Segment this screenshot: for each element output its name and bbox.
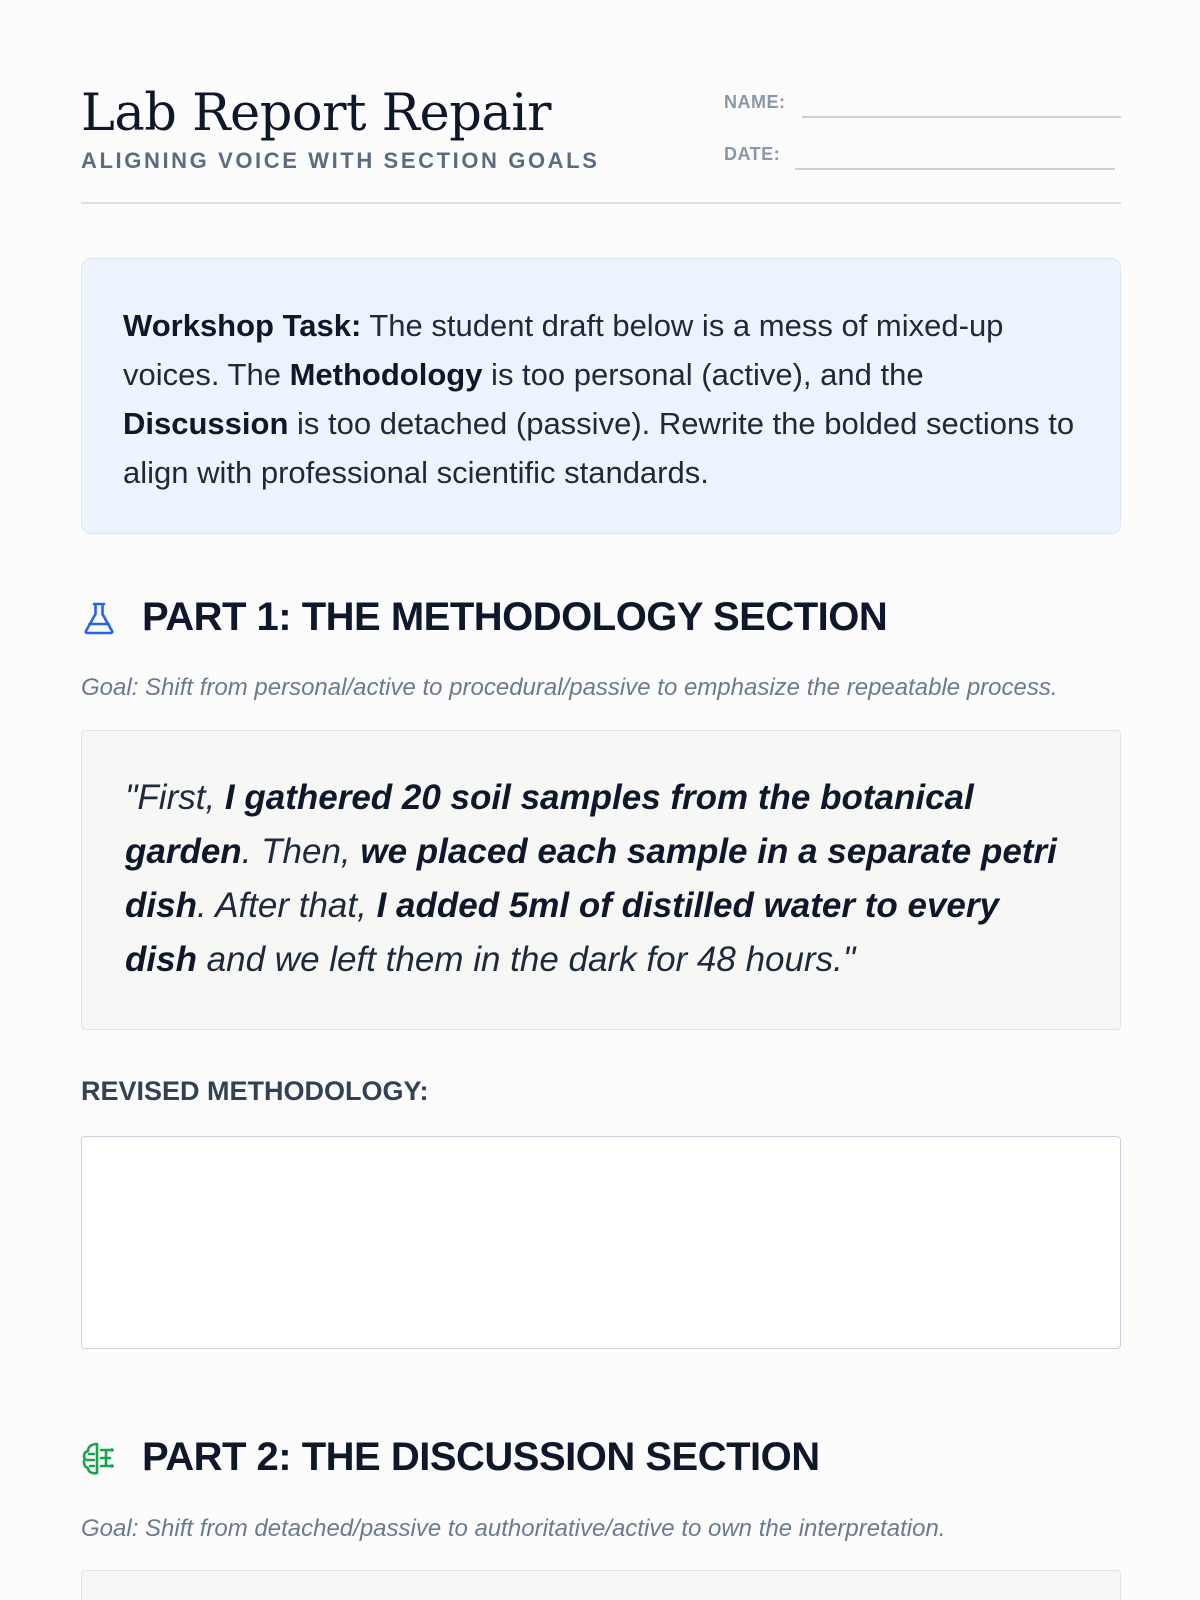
task-text-3: is too detached (passive). Rewrite the bolded sections to align with professional scientific standards. xyxy=(123,406,1075,490)
task-text-1: The student draft below is a mess of mixed-up voices. The xyxy=(123,308,1004,392)
part2-goal: Goal: Shift from detached/passive to authoritative/active to own the interpretation. xyxy=(81,1515,946,1542)
methodology-draft-quote xyxy=(81,730,1121,1030)
name-label: NAME: xyxy=(724,92,786,112)
task-discussion: Discussion xyxy=(123,406,289,441)
part2-heading xyxy=(81,1432,1121,1482)
date-label: DATE: xyxy=(724,144,781,164)
task-methodology: Methodology xyxy=(289,357,483,392)
revised-methodology-label: REVISED METHODOLOGY: xyxy=(81,1076,429,1106)
part1-goal: Goal: Shift from personal/active to procedural/passive to emphasize the repeatable process. xyxy=(81,674,1058,701)
revised-methodology-answer-box[interactable] xyxy=(81,1136,1121,1349)
quote1-text-1: "First, xyxy=(125,778,225,817)
flask-icon xyxy=(81,600,117,636)
quote1-bold-3: I added 5ml of distilled water to every dish xyxy=(125,886,999,979)
quote1-text-2: . Then, xyxy=(241,832,361,871)
part2-title: PART 2: THE DISCUSSION SECTION xyxy=(142,1435,820,1479)
page-title: Lab Report Repair xyxy=(81,84,551,143)
quote1-text-3: . After that, xyxy=(196,886,377,925)
date-field[interactable] xyxy=(724,140,1115,170)
workshop-task-box xyxy=(81,258,1121,534)
worksheet-header xyxy=(81,84,1121,204)
part1-title: PART 1: THE METHODOLOGY SECTION xyxy=(142,595,888,639)
task-text-2: is too personal (active), and the xyxy=(482,357,924,392)
name-line[interactable] xyxy=(802,116,1121,118)
date-line[interactable] xyxy=(795,168,1115,170)
name-field[interactable] xyxy=(724,88,1121,118)
quote1-bold-1: I gathered 20 soil samples from the botanical garden xyxy=(125,778,974,871)
discussion-draft-quote xyxy=(81,1570,1121,1600)
task-lead: Workshop Task: xyxy=(123,308,362,343)
part1-heading xyxy=(81,592,1121,642)
brain-icon xyxy=(81,1440,117,1476)
quote1-text-4: and we left them in the dark for 48 hours." xyxy=(196,940,856,979)
quote1-bold-2: we placed each sample in a separate petri dish xyxy=(125,832,1057,925)
page-subtitle: ALIGNING VOICE WITH SECTION GOALS xyxy=(81,148,600,173)
